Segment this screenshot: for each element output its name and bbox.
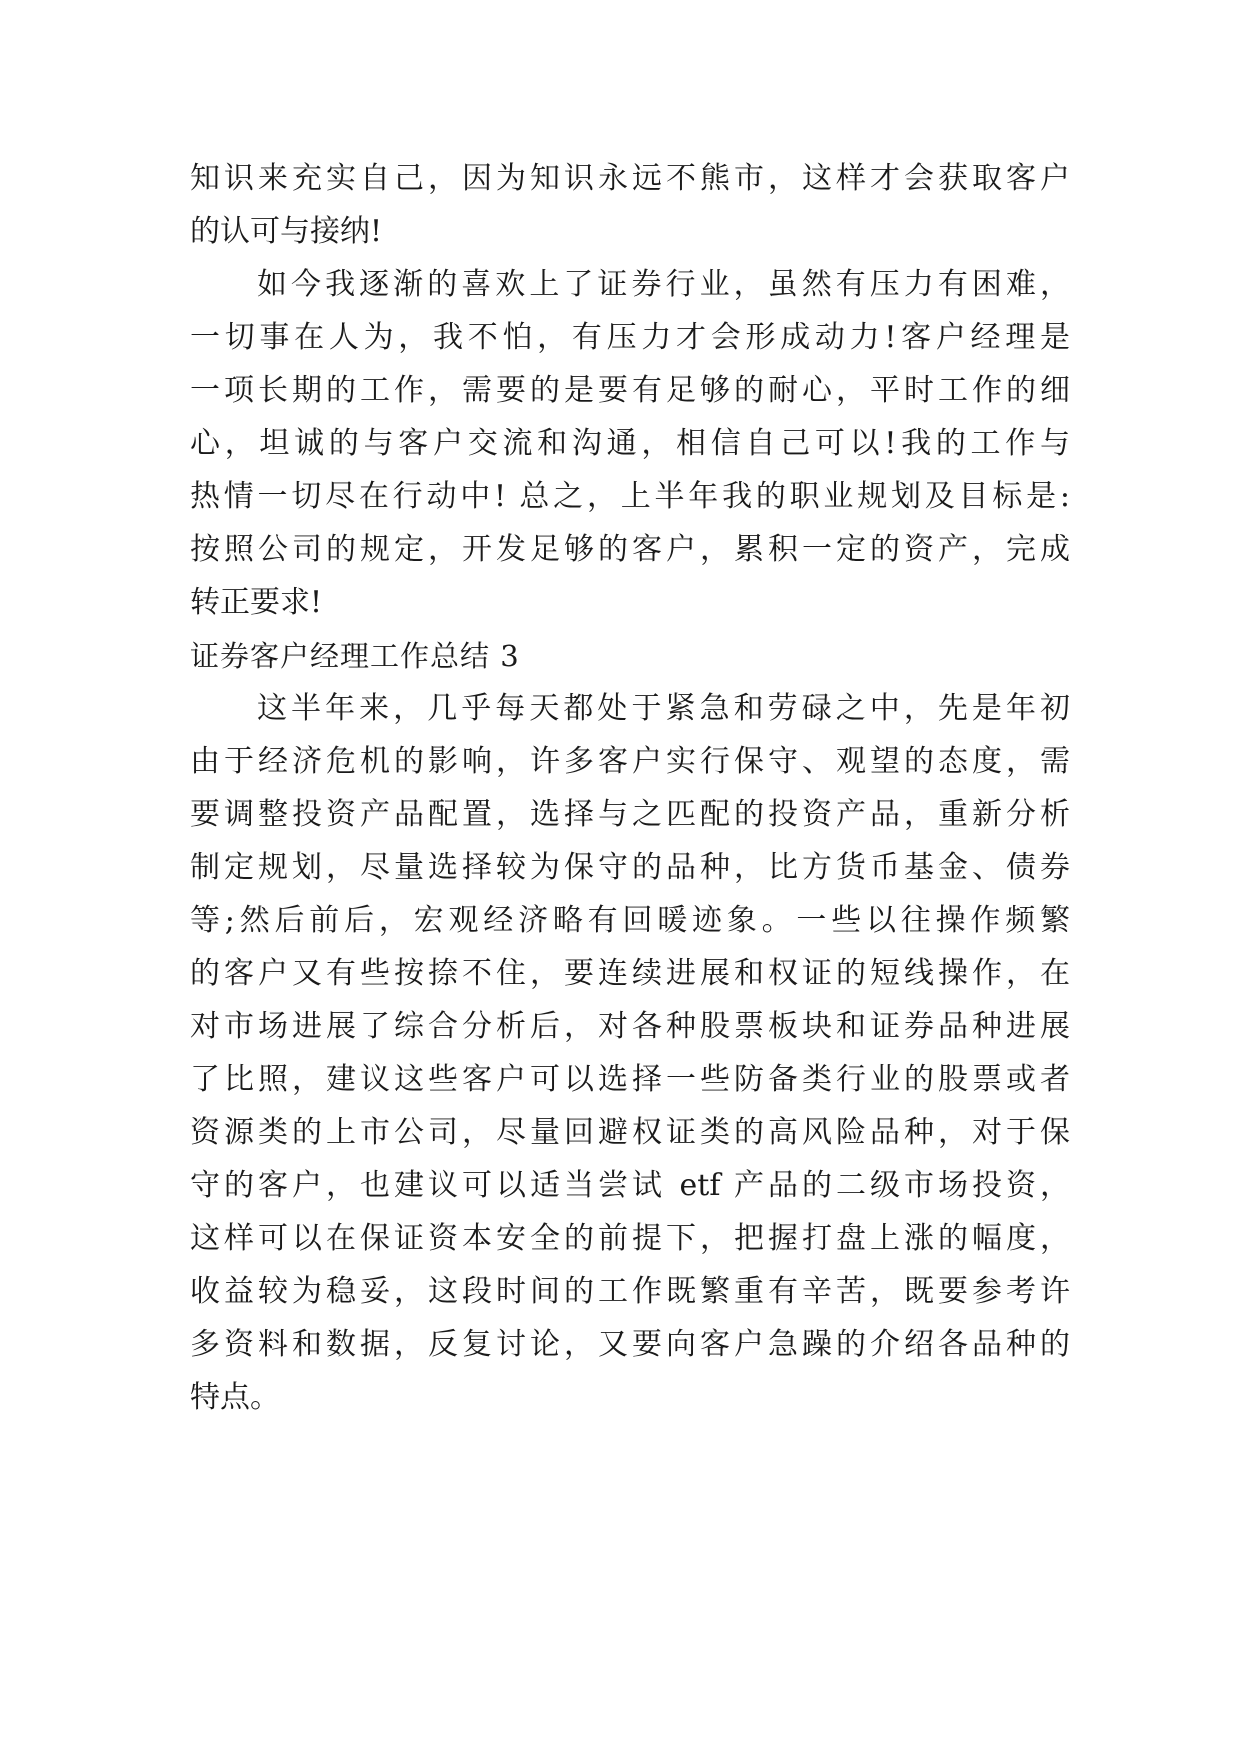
paragraph-line: 特点。 — [190, 1380, 280, 1415]
paragraph-line: 等;然后前后，宏观经济略有回暖迹象。一些以往操作频繁 — [190, 903, 1070, 938]
paragraph-line: 要调整投资产品配置，选择与之匹配的投资产品，重新分析 — [190, 797, 1070, 832]
paragraph-line: 转正要求! — [190, 585, 323, 620]
paragraph-line: 的认可与接纳! — [190, 214, 383, 249]
paragraph-line: 热情一切尽在行动中! 总之，上半年我的职业规划及目标是: — [190, 479, 1070, 514]
paragraph-line: 守的客户，也建议可以适当尝试 etf 产品的二级市场投资， — [190, 1168, 1070, 1203]
paragraph-line: 制定规划，尽量选择较为保守的品种，比方货币基金、债券 — [190, 850, 1070, 885]
paragraph-line: 这半年来，几乎每天都处于紧急和劳碌之中，先是年初 — [257, 691, 1070, 726]
paragraph-line: 多资料和数据，反复讨论，又要向客户急躁的介绍各品种的 — [190, 1327, 1070, 1362]
paragraph-line: 了比照，建议这些客户可以选择一些防备类行业的股票或者 — [190, 1062, 1070, 1097]
section-heading: 证券客户经理工作总结 3 — [190, 639, 520, 673]
paragraph-line: 心，坦诚的与客户交流和沟通，相信自己可以!我的工作与 — [190, 426, 1070, 461]
paragraph-line: 由于经济危机的影响，许多客户实行保守、观望的态度，需 — [190, 744, 1070, 779]
paragraph-line: 资源类的上市公司，尽量回避权证类的高风险品种，对于保 — [190, 1115, 1070, 1150]
paragraph-line: 一切事在人为，我不怕，有压力才会形成动力!客户经理是 — [190, 320, 1070, 355]
paragraph-line: 这样可以在保证资本安全的前提下，把握打盘上涨的幅度， — [190, 1221, 1070, 1256]
paragraph-line: 如今我逐渐的喜欢上了证券行业，虽然有压力有困难， — [257, 267, 1070, 302]
paragraph-line: 的客户又有些按捺不住，要连续进展和权证的短线操作，在 — [190, 956, 1070, 991]
paragraph-line: 对市场进展了综合分析后，对各种股票板块和证券品种进展 — [190, 1009, 1070, 1044]
paragraph-line: 收益较为稳妥，这段时间的工作既繁重有辛苦，既要参考许 — [190, 1274, 1070, 1309]
paragraph-line: 按照公司的规定，开发足够的客户，累积一定的资产，完成 — [190, 532, 1070, 567]
paragraph-line: 一项长期的工作，需要的是要有足够的耐心，平时工作的细 — [190, 373, 1070, 408]
paragraph-line: 知识来充实自己，因为知识永远不熊市，这样才会获取客户 — [190, 161, 1070, 196]
